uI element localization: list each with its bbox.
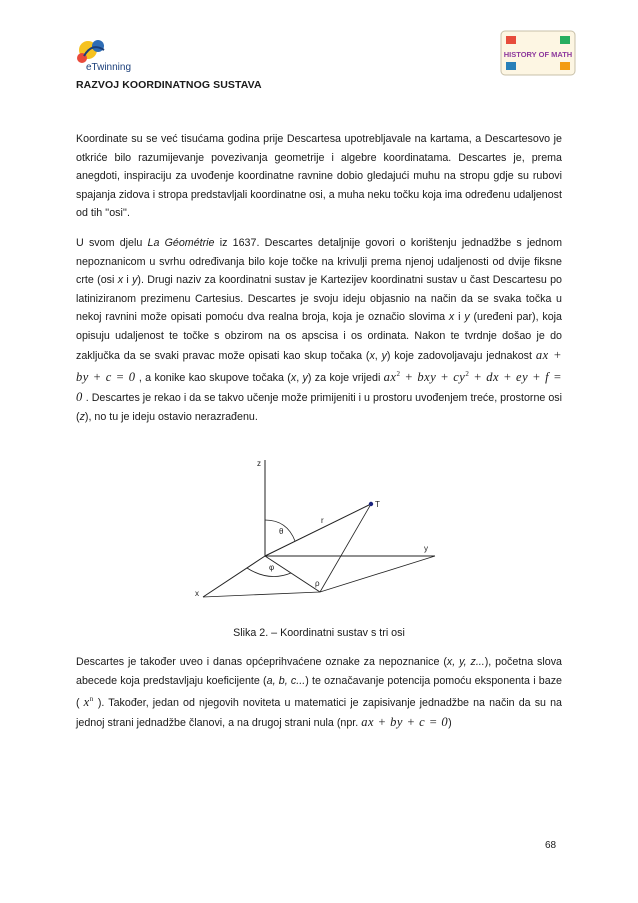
y-guide-line xyxy=(320,556,435,592)
x-guide-line xyxy=(203,592,320,597)
line-equation: ax + by + c = 0 xyxy=(76,347,563,385)
point-t xyxy=(369,502,373,506)
conic-equation: $ax^2$ + bxy + $cy^2$ + dx + ey + f = 0 xyxy=(76,370,563,404)
label-t: T xyxy=(375,500,380,509)
label-y: y xyxy=(424,544,428,553)
label-z: z xyxy=(257,459,261,468)
page-heading: RAZVOJ KOORDINATNOG SUSTAVA xyxy=(76,79,262,91)
svg-text:eTwinning: eTwinning xyxy=(86,62,132,73)
paragraph-notation: Descartes je također uveo i danas općeprihvaćene oznake za nepoznanice (x, y, z...), početna slova abecede koja predstavljaju koeficijente (a, b, c...) te označavanje potencija pomoću eksponenta i baze ( $x^n$ ). Također, jedan od njegovih noviteta u matematici je zapisivanje jednadžbe na način da su na jednoj strani jednadžbe članovi, a na drugoj strani nula (npr. ax + by + c = 0) xyxy=(76,656,562,729)
example-equation: ax + by + c = 0 xyxy=(361,714,449,729)
label-theta: θ xyxy=(279,527,284,536)
label-r: r xyxy=(321,516,324,525)
etwinning-logo xyxy=(74,36,154,76)
history-of-math-logo xyxy=(500,30,576,76)
paragraph-geometrie: U svom djelu La Géométrie iz 1637. Descartes detaljnije govori o korištenju jednadžbe s jednom nepoznanicom u svrhu određivanja bilo koje točke na krivulji prema njenoj udaljenosti od dvije fiksne crte (osi x i y). Drugi naziv za koordinatni sustav je Kartezijev koordinatni sustav u čast Descartesu po latiniziranom prezimenu Cartesius. Descartes je svoju ideju objasnio na način da se svaka točka u nekoj ravnini može opisati pomoću dva realna broja, koja je označio slovima x i y (uređeni par), koja opisuju udaljenost te točke s obzirom na os apscisa i os ordinata. Nakon te tvrdnje došao je do zaključka da se svaki pravac može opisati kao skup točaka (x, y) koje zadovoljavaju jednakost ax + by + c = 0 , a konike kao skupove točaka (x, y) za koje vrijedi $ax^2$ + bxy + $cy^2$ + dx + ey + f = 0 . Descartes je rekao i da se takvo učenje može primijeniti i u prostoru uvođenjem treće, prostorne osi (z), no tu je ideju ostavio nerazrađenu. xyxy=(76,237,563,423)
power-notation: $x^n$ xyxy=(83,695,94,710)
label-rho: ρ xyxy=(315,579,320,588)
x-axis xyxy=(203,556,265,597)
coordinate-system-figure xyxy=(185,452,440,607)
projection-rho xyxy=(265,556,320,592)
label-x: x xyxy=(195,589,199,598)
page-number: 68 xyxy=(545,840,557,851)
figure-caption: Slika 2. – Koordinatni sustav s tri osi xyxy=(233,627,405,639)
paragraph-intro: Koordinate su se već tisućama godina prije Descartesa upotrebljavale na kartama, a Descartesovo je otkriće bilo razumijevanje povezivanja geometrije i algebre koordinatama. Descartes je, prema anegdoti, inspiraciju za uvođenje koordinatne ravnine dobio gledajući muhu na stropu gdje su rubovi spajanja zidova i stropa predstavljali koordinatne osi, a muha neku točku koja ima određenu udaljenost od tih ''osi''. xyxy=(76,133,562,220)
label-phi: φ xyxy=(269,563,275,572)
svg-text:HISTORY OF MATH: HISTORY OF MATH xyxy=(503,50,573,59)
